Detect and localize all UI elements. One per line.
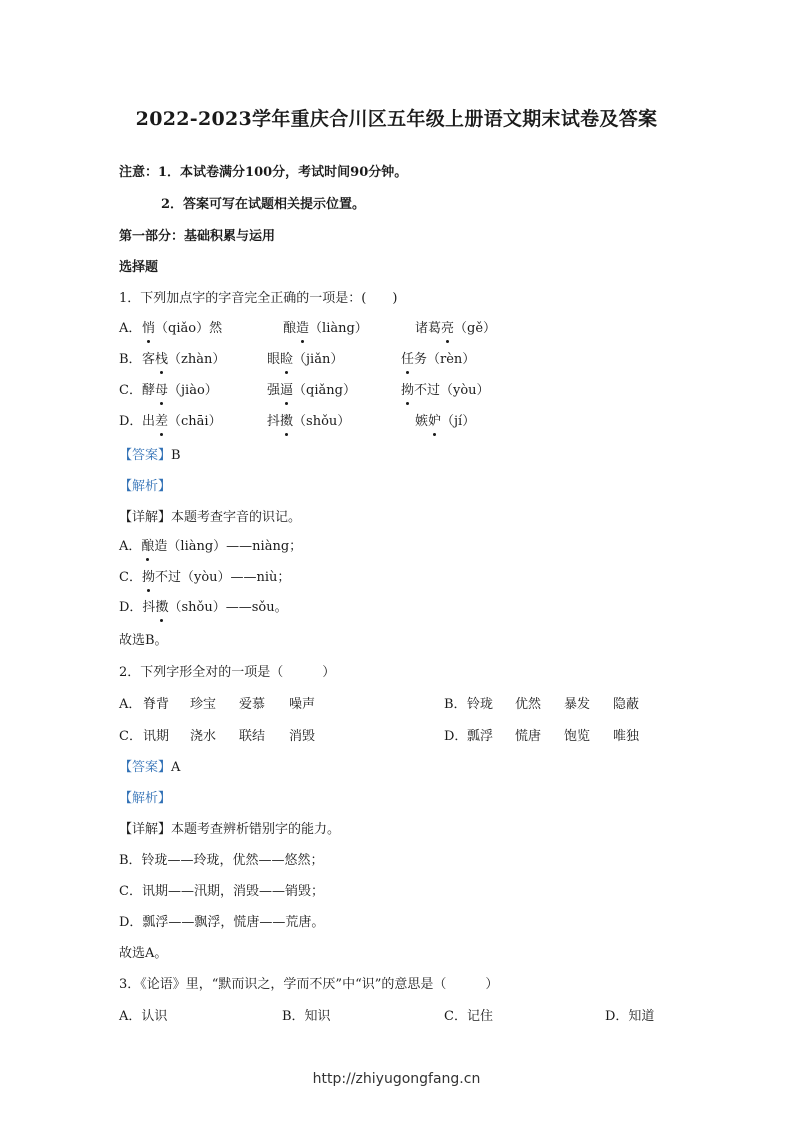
q1-option-a-1: 悄（qiǎo）然 — [142, 321, 223, 336]
q1-explain-d: D．抖擞（shǒu）——sǒu。 — [119, 600, 288, 615]
q2-option-d-w3: 饱览 — [564, 729, 591, 744]
q2-option-c-w4: 消毁 — [289, 729, 316, 744]
q1-conclusion: 故选B。 — [119, 633, 168, 648]
q2-conclusion: 故选A。 — [119, 946, 168, 961]
page-title: 2022-2023学年重庆合川区五年级上册语文期末试卷及答案 — [135, 108, 658, 130]
q1-option-b-2: 眼睑（jiǎn） — [267, 352, 344, 367]
q1-option-c-2: 强逼（qiǎng） — [267, 383, 356, 398]
q1-option-b-3: 任务（rèn） — [401, 352, 476, 367]
q2-option-c-label: C． — [119, 729, 142, 744]
q2-option-d-w2: 慌唐 — [515, 729, 542, 744]
q2-option-a-w1: 脊背 — [143, 697, 170, 712]
q2-option-d-label: D． — [444, 729, 468, 744]
q2-option-b-w1: 铃珑 — [467, 697, 494, 712]
q3-option-d: D．知道 — [605, 1009, 655, 1024]
q2-option-b-w2: 优然 — [515, 697, 542, 712]
q1-option-a-label: A． — [119, 321, 142, 336]
q1-option-a-2: 酿造（liàng） — [283, 321, 368, 336]
q3-option-c: C．记住 — [444, 1009, 493, 1024]
part-heading: 第一部分：基础积累与运用 — [119, 229, 276, 244]
note-2: 2．答案可写在试题相关提示位置。 — [161, 197, 366, 212]
q2-option-a-w2: 珍宝 — [190, 697, 217, 712]
q2-option-a-label: A． — [119, 697, 142, 712]
q1-option-b-label: B． — [119, 352, 142, 367]
q1-option-c-label: C． — [119, 383, 142, 398]
q1-analysis-tag: 【解析】 — [119, 479, 172, 494]
q2-option-a-w4: 噪声 — [289, 697, 316, 712]
q1-option-d-1: 出差（chāi） — [142, 414, 222, 429]
q2-option-c-w2: 浇水 — [190, 729, 217, 744]
q2-answer: 【答案】A — [119, 760, 181, 775]
q1-stem: 1．下列加点字的字音完全正确的一项是：( ) — [119, 291, 398, 306]
q1-option-b-1: 客栈（zhàn） — [142, 352, 226, 367]
q1-option-d-2: 抖擞（shǒu） — [267, 414, 351, 429]
q2-explain-c: C．讯期——汛期，消毁——销毁； — [119, 884, 324, 899]
q2-detail: 【详解】本题考查辨析错别字的能力。 — [119, 822, 341, 837]
q3-option-a: A．认识 — [119, 1009, 168, 1024]
q2-option-b-label: B． — [444, 697, 467, 712]
q2-option-d-w4: 唯独 — [613, 729, 640, 744]
q2-explain-b: B．铃珑——玲珑，优然——悠然； — [119, 853, 324, 868]
q1-option-a-3: 诸葛亮（gě） — [415, 321, 497, 336]
q2-option-a-w3: 爱慕 — [239, 697, 266, 712]
q1-option-d-3: 嫉妒（jí） — [415, 414, 476, 429]
q1-answer: 【答案】B — [119, 448, 181, 463]
q2-option-b-w4: 隐蔽 — [613, 697, 640, 712]
q2-option-b-w3: 暴发 — [564, 697, 591, 712]
section-heading: 选择题 — [119, 260, 159, 275]
q3-option-b: B．知识 — [282, 1009, 331, 1024]
q2-option-c-w1: 讯期 — [143, 729, 170, 744]
q3-stem: 3．《论语》里，“默而识之，学而不厌”中“识”的意思是（ ） — [119, 977, 499, 992]
q2-stem: 2．下列字形全对的一项是（ ） — [119, 665, 336, 680]
q2-option-d-w1: 瓢浮 — [467, 729, 494, 744]
q1-option-d-label: D． — [119, 414, 143, 429]
note-1: 注意：1．本试卷满分100分，考试时间90分钟。 — [119, 165, 408, 180]
q1-explain-c: C．拗不过（yòu）——niù； — [119, 570, 291, 585]
q1-explain-a: A．酿造（liàng）——niàng； — [119, 539, 303, 554]
q1-option-c-3: 拗不过（yòu） — [401, 383, 490, 398]
q1-option-c-1: 酵母（jiào） — [142, 383, 218, 398]
q2-analysis-tag: 【解析】 — [119, 791, 172, 806]
footer-url[interactable]: http://zhiyugongfang.cn — [312, 1071, 481, 1087]
q2-option-c-w3: 联结 — [239, 729, 266, 744]
q2-explain-d: D．瓢浮——飘浮，慌唐——荒唐。 — [119, 915, 325, 930]
q1-detail: 【详解】本题考查字音的识记。 — [119, 510, 302, 525]
